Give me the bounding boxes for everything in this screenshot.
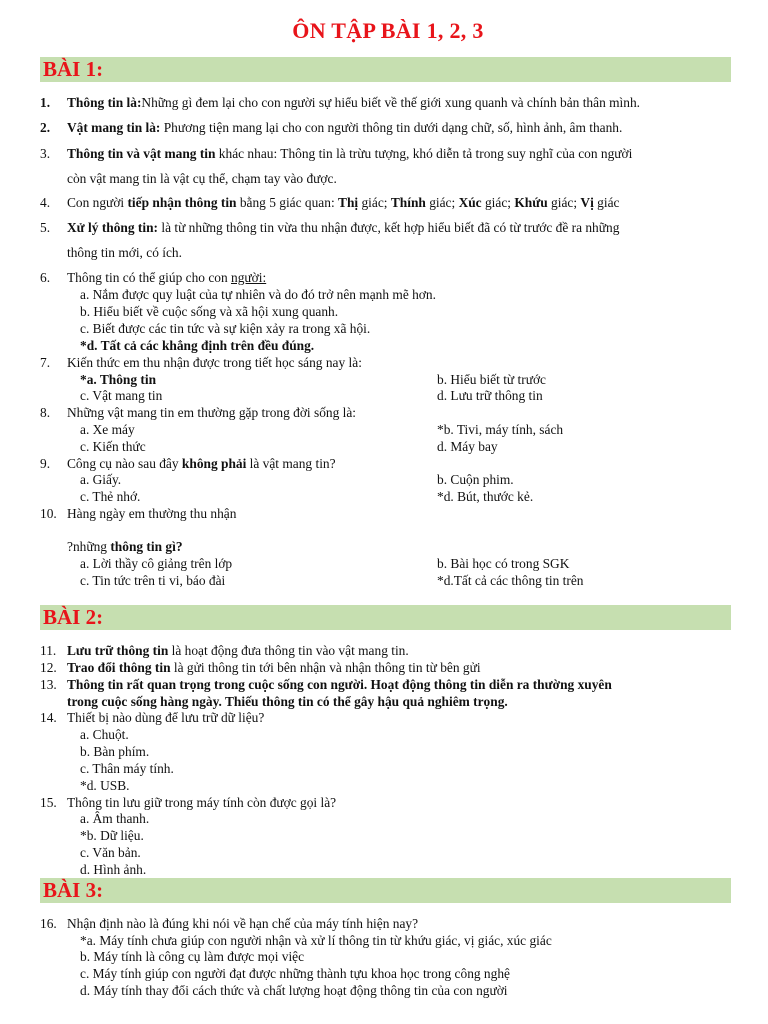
question-text: Thông tin có thể giúp cho con	[67, 270, 232, 285]
definition-text: là hoạt động đưa thông tin vào vật mang tin.	[168, 643, 409, 658]
text-run: Công cụ nào sau đây	[67, 456, 182, 471]
definition-text: Những gì đem lại cho con người sự hiểu biết về thế giới xung quanh và chính bản thân mình.	[141, 95, 640, 110]
text-run: giác;	[547, 195, 581, 210]
question-number: 3.	[40, 146, 51, 161]
definition-text: là từ những thông tin vừa thu nhận được, kết hợp hiểu biết đã có từ trước đề ra những	[158, 220, 620, 235]
option-c: c. Biết được các tin tức và sự kiện xảy ra trong xã hội.	[80, 321, 371, 336]
question-number: 15.	[40, 795, 57, 810]
option-c: c. Thân máy tính.	[80, 761, 174, 776]
option-c: c. Tin tức trên ti vi, báo đài	[80, 573, 226, 588]
definition-text: là gửi thông tin tới bên nhận và nhận thông tin từ bên gửi	[170, 660, 481, 675]
statement-line-2: trong cuộc sống hàng ngày. Thiếu thông tin có thể gây hậu quả nghiêm trọng.	[67, 694, 508, 709]
page-title: ÔN TẬP BÀI 1, 2, 3	[292, 18, 484, 43]
option-c: c. Thẻ nhớ.	[80, 489, 141, 504]
text-run: là vật mang tin?	[246, 456, 336, 471]
option-b: b. Bàn phím.	[80, 744, 150, 759]
text-bold: tiếp nhận thông tin	[127, 195, 237, 210]
option-d: d. Lưu trữ thông tin	[437, 388, 543, 403]
text-bold: Vị	[580, 195, 594, 210]
question-text: Thiết bị nào dùng để lưu trữ dữ liệu?	[67, 710, 265, 725]
question-number: 11.	[40, 643, 57, 658]
option-d-correct: *d.Tất cả các thông tin trên	[437, 573, 584, 588]
option-c: c. Vật mang tin	[80, 388, 163, 403]
text-run: Con người	[67, 195, 128, 210]
text-bold: Xúc	[458, 195, 482, 210]
option-d: d. Máy tính thay đổi cách thức và chất lượng hoạt động thông tin của con người	[80, 983, 508, 998]
text-run: giác;	[358, 195, 391, 210]
text-run: giác;	[481, 195, 515, 210]
option-b: b. Bài học có trong SGK	[437, 556, 570, 571]
question-number: 6.	[40, 270, 51, 285]
text-bold: Thính	[390, 195, 426, 210]
text-run: bằng 5 giác quan:	[236, 195, 339, 210]
option-a: a. Lời thầy cô giảng trên lớp	[80, 556, 233, 571]
question-number: 8.	[40, 405, 51, 420]
question-number: 1.	[40, 95, 51, 110]
term-bold: Lưu trữ thông tin	[67, 643, 169, 658]
option-d-correct: *d. Bút, thước kẻ.	[437, 489, 534, 504]
option-d: d. Hình ảnh.	[80, 862, 147, 877]
question-number: 4.	[40, 195, 51, 210]
option-b: b. Máy tính là công cụ làm được mọi việc	[80, 949, 305, 964]
question-text: Hàng ngày em thường thu nhận	[67, 506, 237, 521]
question-3-line-2: còn vật mang tin là vật cụ thể, chạm tay vào được.	[67, 171, 337, 186]
option-a: a. Chuột.	[80, 727, 129, 742]
question-5-line-2: thông tin mới, có ích.	[67, 245, 182, 260]
option-b: b. Cuộn phim.	[437, 472, 514, 487]
option-a-correct: *a. Thông tin	[80, 372, 157, 387]
question-text: Kiến thức em thu nhận được trong tiết học sáng nay là:	[67, 355, 362, 370]
text-run: giác	[593, 195, 620, 210]
option-c: c. Kiến thức	[80, 439, 146, 454]
question-number: 2.	[40, 120, 51, 135]
text-run: ?những	[67, 539, 111, 554]
statement-line-1: Thông tin rất quan trọng trong cuộc sống con người. Hoạt động thông tin diễn ra thường xuyên	[67, 677, 612, 692]
term-bold: Vật mang tin là:	[67, 120, 161, 135]
question-number: 12.	[40, 660, 57, 675]
option-a: a. Xe máy	[80, 422, 135, 437]
question-text: Thông tin lưu giữ trong máy tính còn được gọi là?	[67, 795, 337, 810]
term-bold: Trao đổi thông tin	[67, 660, 171, 675]
definition-text: khác nhau: Thông tin là trừu tượng, khó diễn tả trong suy nghĩ của con người	[215, 146, 633, 161]
option-d-correct: *d. USB.	[80, 778, 130, 793]
option-d-correct: *d. Tất cả các khẳng định trên đều đúng.	[80, 338, 315, 353]
term-bold: Thông tin là:	[67, 95, 142, 110]
term-bold: Thông tin và vật mang tin	[67, 146, 216, 161]
option-a: a. Nắm được quy luật của tự nhiên và do đó trở nên mạnh mẽ hơn.	[80, 287, 436, 302]
question-number: 16.	[40, 916, 57, 931]
question-number: 9.	[40, 456, 51, 471]
question-number: 10.	[40, 506, 57, 521]
underlined-text: người:	[231, 270, 267, 285]
term-bold: Xử lý thông tin:	[67, 220, 158, 235]
option-a: a. Âm thanh.	[80, 811, 150, 826]
option-a-correct: *a. Máy tính chưa giúp con người nhận và xử lí thông tin từ khứu giác, vị giác, xúc giác	[80, 933, 552, 948]
text-bold: Thị	[338, 195, 359, 210]
option-b: b. Hiểu biết về cuộc sống và xã hội xung quanh.	[80, 304, 339, 319]
question-number: 7.	[40, 355, 51, 370]
section-header-bai-1: BÀI 1:	[40, 57, 731, 82]
question-number: 5.	[40, 220, 51, 235]
text-bold: không phải	[181, 456, 247, 471]
question-number: 13.	[40, 677, 57, 692]
text-run: giác;	[425, 195, 459, 210]
option-b-correct: *b. Tivi, máy tính, sách	[437, 422, 564, 437]
section-header-bai-3: BÀI 3:	[40, 878, 731, 903]
option-c: c. Văn bản.	[80, 845, 141, 860]
question-text: Nhận định nào là đúng khi nói về hạn chế của máy tính hiện nay?	[67, 916, 419, 931]
question-text: Những vật mang tin em thường gặp trong đời sống là:	[67, 405, 357, 420]
option-b-correct: *b. Dữ liệu.	[80, 828, 144, 843]
section-header-bai-2: BÀI 2:	[40, 605, 731, 630]
option-b: b. Hiểu biết từ trước	[437, 372, 546, 387]
text-bold: Khứu	[514, 195, 548, 210]
question-number: 14.	[40, 710, 57, 725]
definition-text: Phương tiện mang lại cho con người thông tin dưới dạng chữ, số, hình ảnh, âm thanh.	[160, 120, 623, 135]
option-a: a. Giấy.	[80, 472, 122, 487]
option-d: d. Máy bay	[437, 439, 498, 454]
text-bold: thông tin gì?	[110, 539, 183, 554]
option-c: c. Máy tính giúp con người đạt được những thành tựu khoa học trong công nghệ	[80, 966, 510, 981]
